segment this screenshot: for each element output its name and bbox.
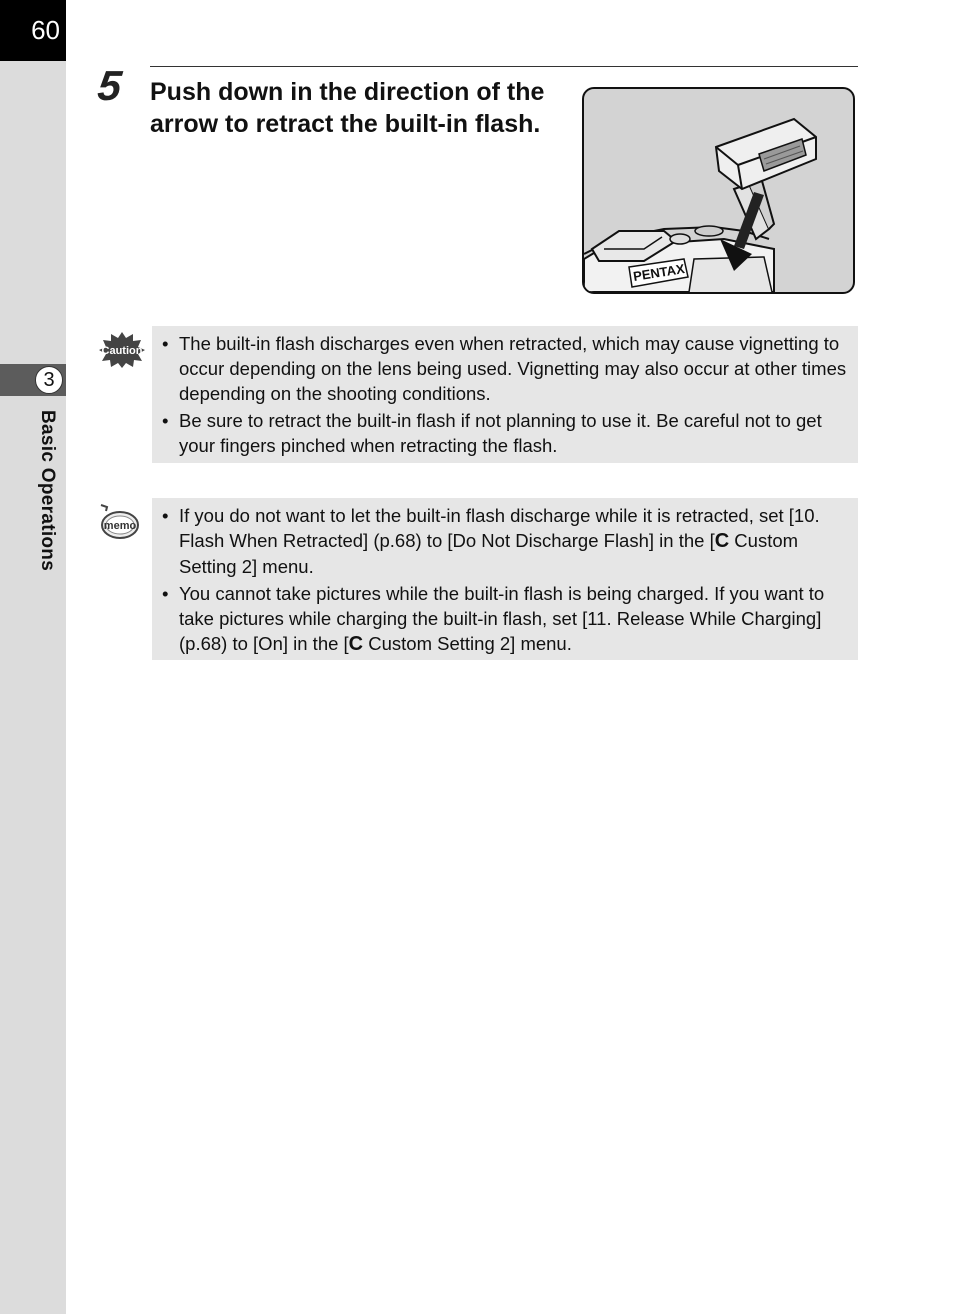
- memo-icon: [98, 503, 140, 541]
- page-number: 60: [0, 0, 66, 61]
- chapter-number: 3: [35, 366, 63, 394]
- camera-flash-drawing: [584, 89, 853, 292]
- flash-retract-illustration: [582, 87, 855, 294]
- step-instruction-line-1: Push down in the direction of the: [150, 78, 545, 106]
- memo-item-1: [162, 503, 848, 579]
- caution-icon-label: Caution: [101, 345, 143, 357]
- memo-item-2-text-a: You cannot take pictures while the built-in flash is being charged. If you want to take pictures while charging the built-in flash, set [11. Release While Charging] (p.68) to [On] in the [: [179, 583, 825, 654]
- memo-item-2-text-b: Custom Setting 2] menu.: [363, 633, 572, 654]
- step-number: 5: [95, 62, 124, 109]
- chapter-title: Basic Operations: [37, 410, 58, 572]
- caution-icon: [98, 330, 146, 368]
- memo-item-1-text-a: If you do not want to let the built-in flash discharge while it is retracted, set [10. Flash When Retracted] (p.68) to [Do Not Discharge Flash] in the [: [179, 505, 820, 551]
- brand-text: PENTAX: [632, 261, 686, 284]
- memo-note: [152, 498, 858, 660]
- caution-note: [152, 326, 858, 463]
- step-instruction: [150, 76, 570, 140]
- top-rule: [150, 66, 858, 67]
- memo-icon-label: memo: [103, 520, 137, 532]
- custom-menu-c-icon: C: [348, 633, 364, 655]
- step-instruction-line-2: arrow to retract the built-in flash.: [150, 110, 541, 138]
- memo-item-1-text-b: Custom Setting 2] menu.: [179, 530, 799, 577]
- caution-item-2: • Be sure to retract the built-in flash if not planning to use it. Be careful not to get your fingers pinched when retracting the flash.: [162, 408, 848, 458]
- custom-menu-c-icon: C: [714, 530, 730, 552]
- memo-item-2: [162, 581, 848, 657]
- caution-item-1: • The built-in flash discharges even when retracted, which may cause vignetting to occur depending on the lens being used. Vignetting may also occur at other times depending on the shooting conditions.: [162, 331, 848, 406]
- sidebar: [0, 0, 66, 1314]
